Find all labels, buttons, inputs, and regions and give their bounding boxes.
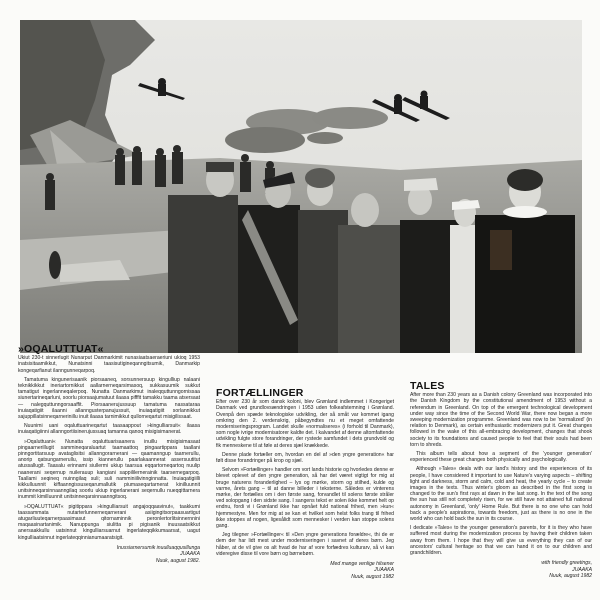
column-danish	[216, 387, 394, 580]
paragraph: »Oqaluttuani« Nunatta oqaluttuarisaanera inuillu misigisimasaat pingaarnerillugit sammineqaraluartut taamaattoq pingaartippara taallani pinngortitarsuup avataglisitsi allanngorarnerani — qaamanngup taarnerullu, anorip qatsungarnerullu, issip kiannerullu paarlakaannerat assersuutitut atussallugit. Taasalu erinnami siullermi ukiup taarsua eqqartorneqartoq nuulip naanerani seqernup nuilerauup kangiani sappililernerainik taarsernegarpoq. Taallami seqineq nuinngilaq suli; suli namminiilivinnginnatta. Inuiaqatigiilli kikkulluunnit kiffaanngissuseqarumallutik piumaseqartarnerat kinilluunnit unitsinneqarsinnaanngilaq soorlu ukiup ingerlanerani seqernullu nueqqittarnera inummit kimilluunnit unitsinneqarsinnaanngitsoq.	[18, 438, 200, 501]
paragraph: Although »Tales« deals with our land's history and the experiences of its people, I have considered it important to use Nature's varying aspects – shifting light and darkness, storm and calm, cold and heat, the yearly cycle – to create images in the texts. Thus winter's gloom as described in the first song is changed to the sun's first rays at dawn in the last song. In the text of the song the sun has still not completely risen, for we still have not attained full national autonomy in Greenland, 'only' Home Rule. But there is no one who can hold back a people's aspirations, towards freedom, just as there is no one in the world who can hold back the sun in its course.	[410, 466, 592, 523]
signature	[216, 561, 394, 580]
signature-name: JUAAKA	[180, 551, 200, 558]
heading-tales: TALES	[410, 380, 445, 392]
paragraph: Tamatuma kingunerisaanik piorsaaneq, sorsunnersuup kingulliup nalaani teknikkikkut ineriartornikkut aallarnerneqarsimasoq, sukkasuumik sukkut tamatigut ingerlanneqalerpoq. Nunatta Danmarkimut inaleqquttunngornissaa siunertarineqarluni, soorlu piorsaajumatuut ilaasa pifffit tamakku taama atsersaat — nalegquttunngorsaaffit. Piorsaanerujussuup tamatuma nassataraa inuiaqatigiit ilaanni allanngusterpanujussuit, inuiaqatigiit sorlannikkut sajuppillatsinneqarnerinillu inuit ilaasa tarnimikkut qullorneqartut misigilissaat.	[18, 376, 200, 421]
paragraph: »OQALUTTUAT« pigitippara »kingulliarsuit angajoqqaavinut«, taakkumi taassammata nutarterlunnerneqarnerani asiigingitsorpaasuartigut atugarliuuteqarnerpaasimasut qitornaminnik peronlertorlitsinnernnini maqaasinartanimik. Nanuppunga siulitta pi pigisanik inuusaatsikkut anersaakkullu uatsinnut kingulliarsuarnut ingerlateqqikkumaarsat, uagut kingulliaatsinnut ingerlateqqinnianumaaratsigit.	[18, 503, 200, 541]
signature-place-date: Nuuk, august 1982	[549, 573, 592, 580]
paragraph: Selvom »Fortællinger« handler om vort lands historie og hvorledes denne er blevet oplevet af den yngre generation, så har det været vigtigt for mig at bruge naturens foranderlighed – lys og mørke, storm og stilhed, kulde og varme, årets gang – til at danne billeder i teksterne. Således er vinterens mørke, der fortælles om i den første sang, forvandlet til solens første stråler ved solopgang i den sidste sang. I sangens tekst er solen ikke kommet helt op endnu, fordi vi i Grønland ikke har opnået fuld national frihed, men »kun« hjemmestyre. Men for mig at se kan et hvilket som helst folks trang til frihed ikke stoppes af nogen, ligesålidt som mennesker i verden kan stoppe solens gang.	[216, 467, 394, 530]
paragraph: This album tells about how a segment of the 'younger generation' experienced these great changes both physically and psychologically.	[410, 451, 592, 464]
album-photo	[20, 20, 582, 353]
heading-fortaellinger: FORTÆLLINGER	[216, 387, 304, 399]
paragraph: I dedicate »Tales« to the younger generation's parents, for it is they who have suffered most during the modernization process by having their children taken away from them. I hope that they will give us everything they can of our ancestors' cultural heritage so that we can hand it on to our children and grandchildren.	[410, 525, 592, 557]
signature-place-date: Nuuk, august 1982	[351, 573, 394, 580]
photo-montage	[20, 20, 582, 353]
heading-oqaluttuat: »OQALUTTUAT«	[18, 343, 104, 355]
paragraph: Nuunimi uani oqaluttuarineqartut taasaappout »kingulliarsuit« ilaasa inuiaqatigiinni allanngortiisinerujussuaq tamanna qanoq misigisimanerat.	[18, 423, 200, 436]
column-english	[410, 380, 592, 580]
signature-place-date: Nuuk, august 1982.	[155, 557, 200, 564]
paragraph: Ukiut 230-t sinnerlugit Nunarput Danmarkimit nunasiaatsaeraeriuni ukioq 1953 inatsisitaamikkut, Nunatsinni taasisutigineqanngitsumik, Danmarkip kongeqarfianut ilanngunneqarpoq.	[18, 355, 200, 374]
signature-greeting: Med mange venlige hilsener	[330, 561, 394, 568]
signature	[18, 545, 200, 564]
paragraph: Denne plade fortæller om, hvordan en del af »den yngre generation« har følt disse forandringer på krop og sjæl.	[216, 451, 394, 465]
paragraph: Jeg tilegner »Fortællinger« til »Den yngre generations forældre«, thi de er dem der har lidt mest under moderniseringen i savnet af deres børn. Jeg håber, at de vil give os alt hvad de har af vore forfædres kulturarv, så vi kan videregive disse til vore børn og børnebørn.	[216, 532, 394, 557]
signature	[410, 560, 592, 579]
column-greenlandic	[18, 343, 200, 564]
paragraph: After more than 230 years as a Danish colony Greenland was incorporated into the Danish Kingdom by the constitutional amendment of 1953 without a referendum in Greenland. On top of the emergent technological development under way since the time of the Second World War, there now began a more sweeping modernization programme. Greenland was now to be 'normalized' (in relation to Denmark), as certain enthusiastic modernizers put it. Great changes followed in the wake of this all-embracing development, changes that shook society to its foundations and caused people to feel that their souls had been torn to shreds.	[410, 392, 592, 448]
paragraph: Efter over 230 år som dansk koloni, blev Grønland indlemmet i Kongeriget Danmark ved grundlovsændringen i 1953 uden folkeafstemning i Grønland. Ovenpå den spæde teknologiske udvikling, der så småt var kommet igang omkring den 2. verdenskrig, påbegyndtes nu et meget omfattende moderniseringsprogram. Landet skulle »normaliseres« (i forhold til Danmark), som nogle ivrige modernisatorer kaldte det. I kalvandet af denne altomfattende udvikling fulgte store forandringer, der rystede samfundet i dets grundvold og fik menneskene til at føle at deres sjæl knækkede.	[216, 399, 394, 449]
signature-greeting: Inussiarnersumik inuulluaqqusillunga	[116, 544, 200, 551]
signature-name: JUAAKA	[374, 567, 394, 574]
signature-name: JUAAKA	[572, 566, 592, 573]
signature-greeting: with friendly greetings,	[541, 560, 592, 567]
